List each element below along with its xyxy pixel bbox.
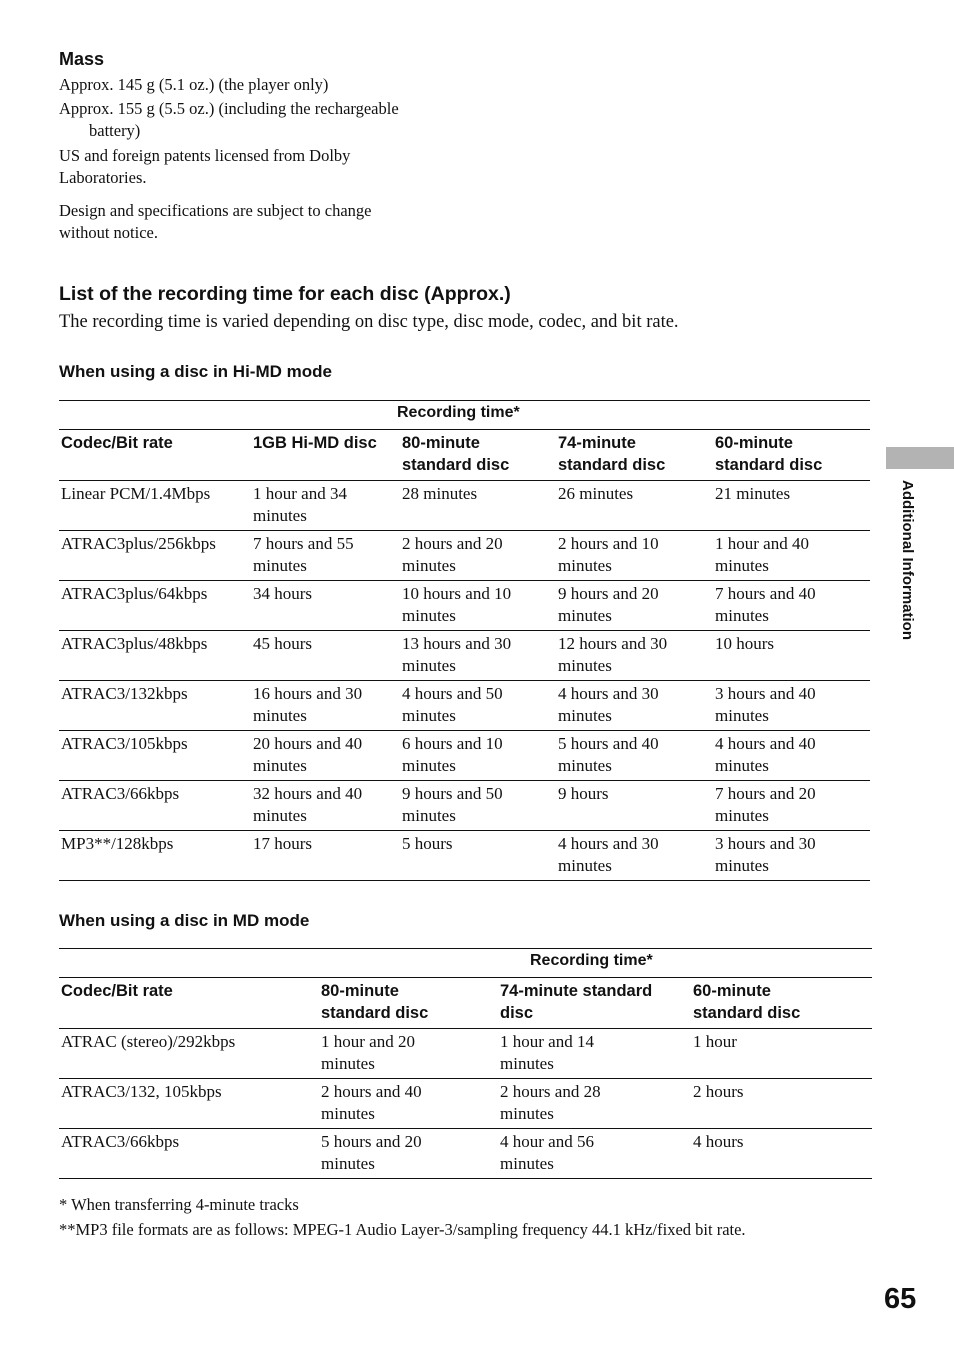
table-row xyxy=(59,1129,872,1179)
table-cell: ATRAC3/132kbps xyxy=(59,681,251,731)
table-cell: 9 hours and 20 minutes xyxy=(556,581,713,631)
table-cell: 5 hours xyxy=(400,831,556,881)
table-cell: 10 hours and 10 minutes xyxy=(400,581,556,631)
table-cell: 1 hour and 14 minutes xyxy=(498,1029,691,1079)
mass-line-2a: Approx. 155 g (5.5 oz.) (including the rechargeable xyxy=(59,99,399,118)
mass-line-2 xyxy=(59,98,439,142)
recording-time-header: Recording time* xyxy=(319,949,872,978)
table-cell: 9 hours xyxy=(556,781,713,831)
table-cell: 1 hour and 34 minutes xyxy=(251,481,400,531)
column-header: Codec/Bit rate xyxy=(59,430,251,481)
table-row xyxy=(59,1079,872,1129)
column-header: 80-minute standard disc xyxy=(400,430,556,481)
md-heading: When using a disc in MD mode xyxy=(59,911,310,930)
recording-time-header-row xyxy=(59,949,872,978)
table-cell: 1 hour and 20 minutes xyxy=(319,1029,498,1079)
table-cell: ATRAC (stereo)/292kbps xyxy=(59,1029,319,1079)
section-side-label-text: Additional Information xyxy=(899,480,916,640)
table-cell: 2 hours and 40 minutes xyxy=(319,1079,498,1129)
table-cell: 2 hours and 28 minutes xyxy=(498,1079,691,1129)
table-cell: 4 hours and 50 minutes xyxy=(400,681,556,731)
table-cell: 7 hours and 55 minutes xyxy=(251,531,400,581)
table-cell: 13 hours and 30 minutes xyxy=(400,631,556,681)
table-cell: ATRAC3/66kbps xyxy=(59,781,251,831)
table-cell: 7 hours and 40 minutes xyxy=(713,581,870,631)
column-header: 74-minute standard disc xyxy=(498,978,691,1029)
table-cell: 4 hour and 56 minutes xyxy=(498,1129,691,1179)
column-header: Codec/Bit rate xyxy=(59,978,319,1029)
table-cell: 9 hours and 50 minutes xyxy=(400,781,556,831)
recording-time-header-row xyxy=(59,401,870,430)
page-number: 65 xyxy=(884,1283,917,1315)
blank-header-cell xyxy=(59,949,319,978)
table-row xyxy=(59,681,870,731)
table-cell: ATRAC3plus/48kbps xyxy=(59,631,251,681)
table-cell: Linear PCM/1.4Mbps xyxy=(59,481,251,531)
table-cell: 4 hours xyxy=(691,1129,872,1179)
blank-header-cell xyxy=(59,401,251,430)
table-cell: 2 hours and 20 minutes xyxy=(400,531,556,581)
mass-line-1: Approx. 145 g (5.1 oz.) (the player only) xyxy=(59,75,329,94)
himd-heading: When using a disc in Hi-MD mode xyxy=(59,362,332,381)
table-cell: ATRAC3plus/64kbps xyxy=(59,581,251,631)
intro-text: The recording time is varied depending on disc type, disc mode, codec, and bit rate. xyxy=(59,312,679,332)
recording-time-header: Recording time* xyxy=(251,401,870,430)
table-cell: 4 hours and 40 minutes xyxy=(713,731,870,781)
table-cell: 32 hours and 40 minutes xyxy=(251,781,400,831)
table-cell: ATRAC3/105kbps xyxy=(59,731,251,781)
table-cell: 12 hours and 30 minutes xyxy=(556,631,713,681)
column-header-row xyxy=(59,978,872,1029)
column-header: 74-minute standard disc xyxy=(556,430,713,481)
table-cell: 20 hours and 40 minutes xyxy=(251,731,400,781)
table-cell: 16 hours and 30 minutes xyxy=(251,681,400,731)
section-side-label xyxy=(899,480,921,680)
design-text: Design and specifications are subject to change without notice. xyxy=(59,201,372,242)
table-cell: 3 hours and 30 minutes xyxy=(713,831,870,881)
table-cell: MP3**/128kbps xyxy=(59,831,251,881)
table-row xyxy=(59,731,870,781)
table-row xyxy=(59,481,870,531)
table-cell: 45 hours xyxy=(251,631,400,681)
column-header: 60-minute standard disc xyxy=(691,978,872,1029)
table-cell: 5 hours and 20 minutes xyxy=(319,1129,498,1179)
table-cell: 34 hours xyxy=(251,581,400,631)
himd-table xyxy=(59,400,870,881)
mass-heading: Mass xyxy=(59,49,105,69)
footnote-2: **MP3 file formats are as follows: MPEG-1 Audio Layer-3/sampling frequency 44.1 kHz/fixed bit rate. xyxy=(59,1220,746,1239)
list-heading: List of the recording time for each disc (Approx.) xyxy=(59,283,511,305)
table-row xyxy=(59,831,870,881)
footnote-1: * When transferring 4-minute tracks xyxy=(59,1195,299,1214)
table-cell: 28 minutes xyxy=(400,481,556,531)
table-cell: 2 hours xyxy=(691,1079,872,1129)
table-cell: 5 hours and 40 minutes xyxy=(556,731,713,781)
table-row xyxy=(59,1029,872,1079)
table-cell: 17 hours xyxy=(251,831,400,881)
table-cell: 21 minutes xyxy=(713,481,870,531)
table-cell: ATRAC3plus/256kbps xyxy=(59,531,251,581)
patent-text: US and foreign patents licensed from Dolby Laboratories. xyxy=(59,146,351,187)
table-row xyxy=(59,581,870,631)
table-cell: 6 hours and 10 minutes xyxy=(400,731,556,781)
table-cell: 26 minutes xyxy=(556,481,713,531)
table-cell: 1 hour and 40 minutes xyxy=(713,531,870,581)
mass-line-2b: battery) xyxy=(89,121,141,140)
table-cell: 4 hours and 30 minutes xyxy=(556,831,713,881)
column-header: 80-minute standard disc xyxy=(319,978,498,1029)
table-cell: 2 hours and 10 minutes xyxy=(556,531,713,581)
table-cell: 4 hours and 30 minutes xyxy=(556,681,713,731)
md-table xyxy=(59,948,872,1179)
column-header-row xyxy=(59,430,870,481)
table-row xyxy=(59,631,870,681)
column-header: 1GB Hi-MD disc xyxy=(251,430,400,481)
section-tab-marker xyxy=(886,447,954,469)
table-cell: 10 hours xyxy=(713,631,870,681)
table-cell: 3 hours and 40 minutes xyxy=(713,681,870,731)
column-header: 60-minute standard disc xyxy=(713,430,870,481)
table-row xyxy=(59,781,870,831)
table-cell: 7 hours and 20 minutes xyxy=(713,781,870,831)
table-cell: ATRAC3/132, 105kbps xyxy=(59,1079,319,1129)
table-cell: 1 hour xyxy=(691,1029,872,1079)
table-row xyxy=(59,531,870,581)
table-cell: ATRAC3/66kbps xyxy=(59,1129,319,1179)
